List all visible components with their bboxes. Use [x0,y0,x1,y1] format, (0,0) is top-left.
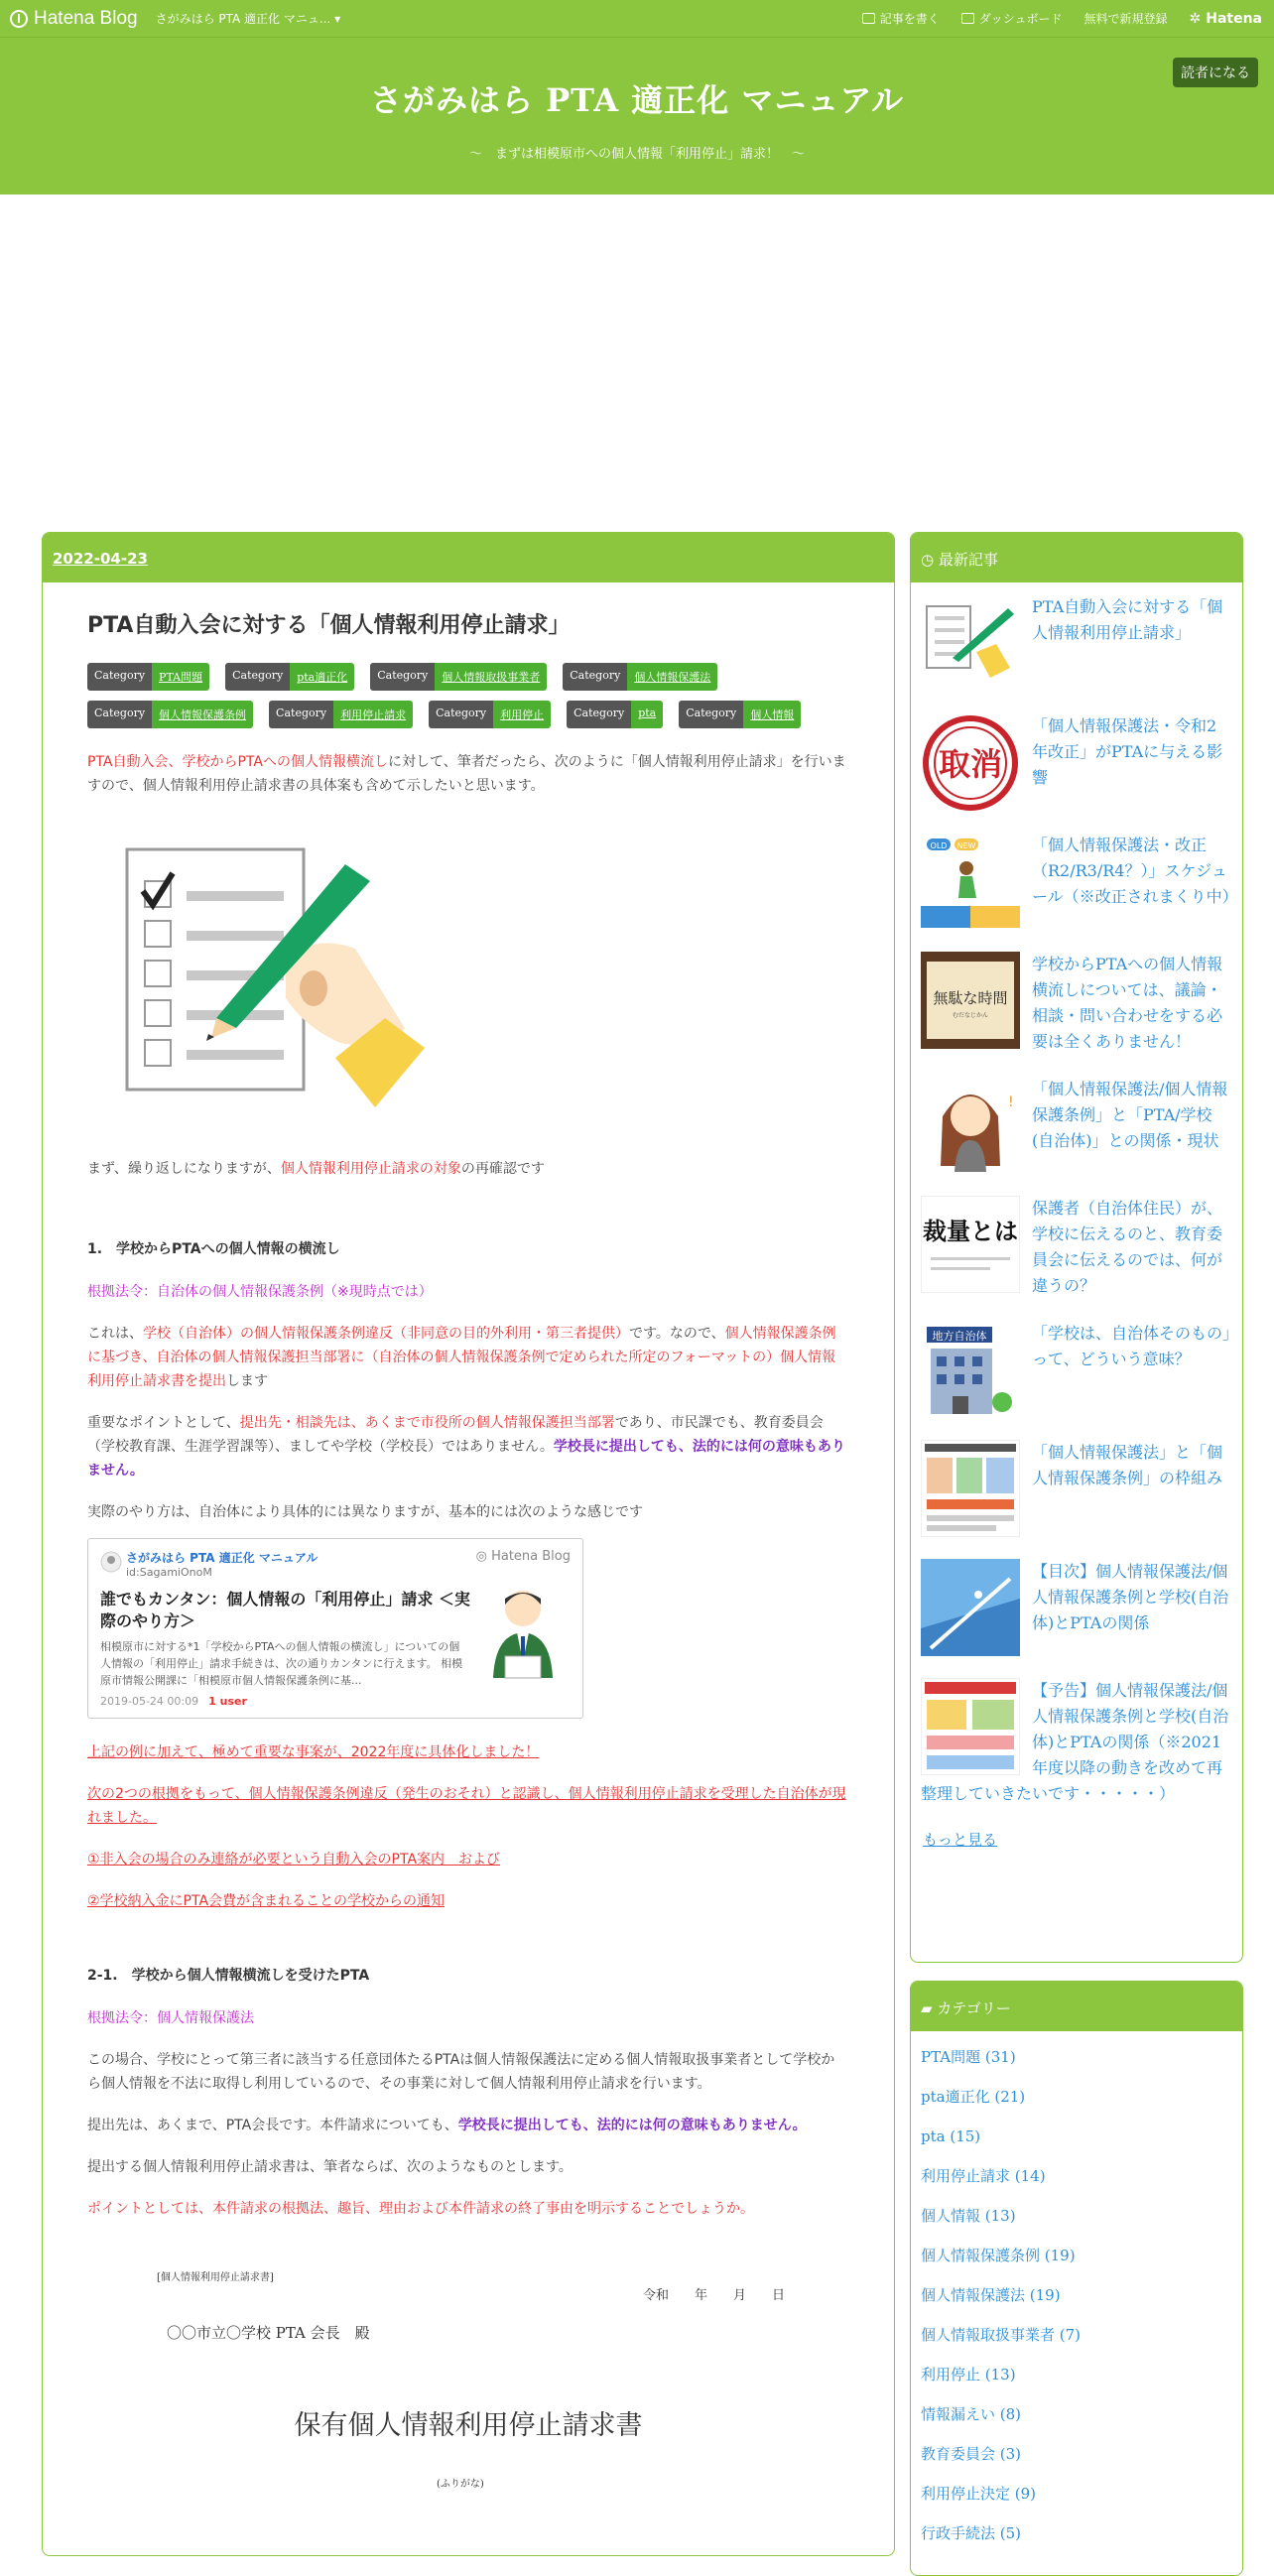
recent-title[interactable]: PTA自動入会に対する「個人情報利用停止請求」 [1032,597,1223,642]
thumb-discretion-text: 裁量とは [923,1218,1018,1245]
recent-item[interactable] [921,1559,1232,1656]
sidebar-categories [910,1981,1243,2576]
category-link[interactable]: 教育委員会 (3) [921,2445,1022,2463]
embed-bookmark-count[interactable]: 1 user [208,1695,247,1708]
category-tag-value[interactable]: pta [631,701,663,728]
category-tag-value[interactable]: 個人情報 [743,701,801,728]
category-link[interactable]: 利用停止 (13) [921,2366,1016,2383]
hatena-gear-icon: ✲ [1189,10,1202,27]
thumb-framework-chart [921,1440,1020,1537]
more-articles-link[interactable]: もっと見る [923,1831,998,1849]
intro-highlight: PTA自動入会、学校からPTAへの個人情報横流し [87,754,388,770]
s1p1-red1: 学校（自治体）の個人情報保護条例違反（非同意の目的外利用・第三者提供） [143,1326,629,1342]
request-form-recipient: 〇〇市立〇学校 PTA 会長 殿 [167,2324,370,2342]
category-link[interactable]: 個人情報 (13) [921,2207,1016,2225]
category-tag-value[interactable]: 個人情報保護法 [627,663,717,691]
reconfirm-text-a: まず、繰り返しになりますが、 [87,1161,281,1177]
recent-articles-list [911,582,1242,1807]
category-link[interactable]: 利用停止請求 (14) [921,2167,1046,2185]
category-tag[interactable] [567,701,663,728]
important-line-2[interactable]: 次の2つの根拠をもって、個人情報保護条例違反（発生のおそれ）と認識し、個人情報利用停止請求を受理した自治体が現れました。 [87,1786,846,1826]
article-date-bar [43,533,894,582]
category-link[interactable]: PTA問題 (31) [921,2048,1016,2066]
recent-title[interactable]: 「個人情報保護法/個人情報保護条例」と「PTA/学校(自治体)」との関係・現状 [1032,1080,1228,1150]
reconfirm-highlight: 個人情報利用停止請求の対象 [280,1161,461,1177]
hatena-blog-logo[interactable] [10,8,138,30]
sidebar-recent-articles [910,532,1243,1963]
category-link[interactable]: 個人情報保護法 (19) [921,2286,1061,2304]
s2p2-purple: 学校長に提出しても、法的には何の意味もありません。 [457,2118,807,2133]
embed-article-title[interactable]: 誰でもカンタン：個人情報の「利用停止」請求 ＜実際のやり方＞ [100,1590,470,1630]
embed-hatena-text: Hatena Blog [491,1549,571,1564]
category-tag-value[interactable]: 利用停止 [493,701,551,728]
thumb-building-text: 地方自治体 [932,1330,987,1343]
category-link[interactable]: 個人情報取扱事業者 (7) [921,2326,1082,2344]
recent-item[interactable] [921,952,1232,1055]
request-form-label: [個人情報利用停止請求書] [157,2272,274,2283]
blog-title[interactable]: さがみはら PTA 適正化 マニュアル [369,81,905,119]
request-form-date: 令和 年 月 日 [643,2288,786,2303]
recent-item[interactable] [921,1196,1232,1299]
category-tag-key: Category [679,701,743,728]
hatena-logo-icon [10,10,28,28]
thumb-exclaim: ! [1008,1095,1014,1110]
section-2-para-4: ポイントとしては、本件請求の根拠法、趣旨、理由および本件請求の終了事由を明示することでしょうか。 [87,2201,754,2217]
folder-icon: ▰ [921,1999,933,2017]
write-article-link[interactable] [862,10,940,27]
businessman-illustration [485,1583,561,1682]
recent-item[interactable] [921,833,1238,930]
thumb-book-text: 無駄な時間 [933,989,1008,1007]
thumb-stamp-text: 取消 [938,745,1003,783]
s1p1-a: これは、 [87,1326,143,1342]
s1p1-b: です。なので、 [629,1326,725,1342]
category-tag-value[interactable]: 個人情報保護条例 [152,701,253,728]
category-tag-value[interactable]: PTA問題 [152,663,209,691]
embed-excerpt: 相模原市に対する*1「学校からPTAへの個人情報の横流し」についての個人情報の「利用停止」請求手続きは、次の通りカンタンに行えます。 相模原市情報公開課に「相模原市個人情報保護条例に基... [100,1640,463,1687]
recent-title[interactable]: 「個人情報保護法・改正（R2/R3/R4？）」スケジュール（※改正されまくり中） [1032,836,1238,906]
subscribe-button[interactable]: 読者になる [1173,58,1258,87]
reconfirm-paragraph [87,1157,848,1181]
thumb-book-subtext: むだなじかん [952,1012,989,1019]
categories-list [911,2031,1242,2575]
section-1-law: 根拠法令：自治体の個人情報保護条例（※現時点では） [87,1284,433,1300]
recent-item[interactable] [921,1321,1232,1418]
recent-item[interactable] [921,594,1232,692]
s1p2-b: であり、市民課でも、教育委員会（学校教育課、生涯学習課等）、ましてや学校（学校長）ではありません。 [87,1415,824,1455]
recent-item[interactable] [921,713,1232,811]
article [42,532,895,2556]
write-article-label: 記事を書く [879,12,940,26]
s2p2-a: 提出先は、あくまで、PTA会長です。本件請求についても、 [87,2118,458,2133]
category-link[interactable]: 利用停止決定 (9) [921,2485,1037,2503]
thumb-woman [921,1077,1020,1174]
hatena-blog-brand: Hatena Blog [34,7,138,29]
category-tag[interactable] [429,701,551,728]
dashboard-label: ダッシュボード [978,12,1063,26]
category-tag-value[interactable]: 個人情報取扱事業者 [435,663,547,691]
section-2-para-1: この場合、学校にとって第三者に該当する任意団体たるPTAは個人情報保護法に定める個人情報取扱事業者として学校から個人情報を不法に取得し利用しているので、その事業に対して個人情報利用停止請求を行います。 [87,2052,835,2092]
category-tag-key: Category [567,701,631,728]
category-tag[interactable] [269,701,413,728]
recent-title[interactable]: 保護者（自治体住民）が、学校に伝えるのと、教育委員会に伝えるのでは、何が違うの？ [1032,1199,1223,1295]
s1p2-a: 重要なポイントとして、 [87,1415,240,1431]
section-2-para-2 [87,2114,848,2137]
thumb-bridge [921,1559,1020,1656]
s1p2-red: 提出先・相談先は、あくまで市役所の個人情報保護担当部署 [239,1415,615,1431]
embed-user-id: id:SagamiOnoM [126,1566,212,1579]
recent-item[interactable] [921,1678,1232,1807]
category-tag-value[interactable]: pta適正化 [290,663,354,691]
article-title[interactable]: PTA自動入会に対する「個人情報利用停止請求」 [87,613,571,638]
embedded-blog-card[interactable] [87,1538,583,1719]
embed-date: 2019-05-24 00:09 [100,1695,199,1708]
category-tag[interactable] [370,663,547,691]
important-line-4[interactable]: ②学校納入金にPTA会費が含まれることの学校からの通知 [87,1893,446,1909]
blog-header [0,38,1274,194]
hatena-label: Hatena [1206,10,1262,27]
category-link[interactable]: 個人情報保護条例 (19) [921,2247,1076,2264]
recent-title[interactable]: 「学校は、自治体そのもの」って、どういう意味？ [1032,1324,1231,1368]
recent-title[interactable]: 【予告】個人情報保護法/個人情報保護条例と学校(自治体)とPTAの関係（※2021年度以降の動きを改めて再整理していきたいです・・・・・） [921,1681,1229,1803]
thumb-book [921,952,1020,1049]
request-form-title: 保有個人情報利用停止請求書 [294,2410,643,2441]
signup-link[interactable]: 無料で新規登録 [1083,12,1168,26]
thumb-discretion [921,1196,1020,1293]
section-1-para-2 [87,1411,848,1482]
embed-blog-name[interactable]: さがみはら PTA 適正化 マニュアル [126,1551,318,1565]
thumb-flyer [921,1678,1020,1775]
dashboard-icon [961,13,974,24]
hatena-top-bar [0,0,1274,38]
s1p1-c: します [226,1373,268,1389]
category-tag-value[interactable]: 利用停止請求 [333,701,413,728]
dashboard-link[interactable] [961,10,1063,27]
category-tags [87,663,822,728]
category-link[interactable]: pta適正化 (21) [921,2088,1026,2106]
request-form-image [87,2268,848,2507]
category-tag[interactable] [87,663,209,691]
thumb-old-text: OLD [930,841,948,850]
category-tag-key: Category [87,663,152,691]
category-link[interactable]: pta (15) [921,2127,981,2145]
recent-articles-heading [911,533,1242,582]
blog-author-icon [100,1551,122,1573]
recent-heading-text: 最新記事 [938,551,998,569]
intro-paragraph [87,750,848,798]
categories-heading [911,1982,1242,2031]
category-tag-key: Category [87,701,152,728]
intro-text: に対して、筆者だったら、次のように「個人情報利用停止請求」を行いますので、個人情報利用停止請求書の具体案も含めて示したいと思います。 [87,754,846,794]
important-line-3[interactable]: ①非入会の場合のみ連絡が必要という自動入会のPTA案内 および [87,1852,501,1868]
section-1-para-1 [87,1322,848,1393]
section-1-heading: 1. 学校からPTAへの個人情報の横流し [87,1241,340,1257]
embed-hatena-blog-label: ◎ Hatena Blog [475,1549,571,1564]
category-tag-key: Category [429,701,493,728]
thumb-checklist [921,594,1020,692]
recent-title[interactable]: 「個人情報保護法・令和2年改正」がPTAに与える影響 [1032,716,1223,787]
important-line-1[interactable]: 上記の例に加えて、極めて重要な事案が、2022年度に具体化しました！ [87,1744,540,1760]
category-tag[interactable] [87,701,253,728]
reconfirm-text-b: の再確認です [460,1161,545,1177]
recent-item[interactable] [921,1440,1232,1537]
thumb-old-new [921,833,1020,930]
category-tag-key: Category [269,701,333,728]
category-tag-key: Category [370,663,435,691]
hatena-link[interactable] [1190,11,1263,27]
category-tag-key: Category [225,663,290,691]
thumb-cancel-stamp [921,713,1020,811]
request-form-furigana: (ふりがな) [437,2479,484,2490]
category-tag[interactable] [225,663,354,691]
category-tag-key: Category [563,663,627,691]
s1p2-purple: 学校長に提出しても、法的には何の意味もありません。 [87,1439,845,1479]
clock-icon: ◷ [921,551,935,569]
embed-meta [100,1695,571,1708]
blog-selector[interactable]: さがみはら PTA 適正化 マニュ... ▾ [155,12,341,26]
category-link[interactable]: 情報漏えい (8) [921,2405,1022,2423]
s1p1-red2: 個人情報保護条例に基づき、自治体の個人情報保護担当部署に（自治体の個人情報保護条例で定められた所定のフォーマットの）個人情報利用停止請求書を提出 [87,1326,836,1389]
pencil-icon [862,13,875,24]
categories-heading-text: カテゴリー [937,1999,1011,2017]
section-1-para-3: 実際のやり方は、自治体により具体的には異なりますが、基本的には次のような感じです [87,1504,643,1520]
recent-item[interactable] [921,1077,1232,1174]
recent-title[interactable]: 「個人情報保護法」と「個人情報保護条例」の枠組み [1032,1443,1223,1487]
category-link[interactable]: 行政手続法 (5) [921,2524,1022,2542]
article-date[interactable]: 2022-04-23 [53,550,148,568]
category-tag[interactable] [679,701,801,728]
blog-description: ～ まずは相模原市への個人情報「利用停止」請求！ ～ [468,147,805,162]
recent-title[interactable]: 【目次】個人情報保護法/個人情報保護条例と学校(自治体)とPTAの関係 [1032,1562,1229,1632]
thumb-new-text: NEW [956,841,976,850]
category-tag[interactable] [563,663,717,691]
section-2-para-3: 提出する個人情報利用停止請求書は、筆者ならば、次のようなものとします。 [87,2159,573,2175]
section-2-heading: 2-1. 学校から個人情報横流しを受けたPTA [87,1968,370,1984]
checklist-illustration [87,839,524,1127]
section-2-law: 根拠法令：個人情報保護法 [87,2010,254,2026]
recent-title[interactable]: 学校からPTAへの個人情報横流しについては、議論・相談・問い合わせをする必要は全くありません！ [1032,955,1223,1051]
thumb-government-building [921,1321,1020,1418]
